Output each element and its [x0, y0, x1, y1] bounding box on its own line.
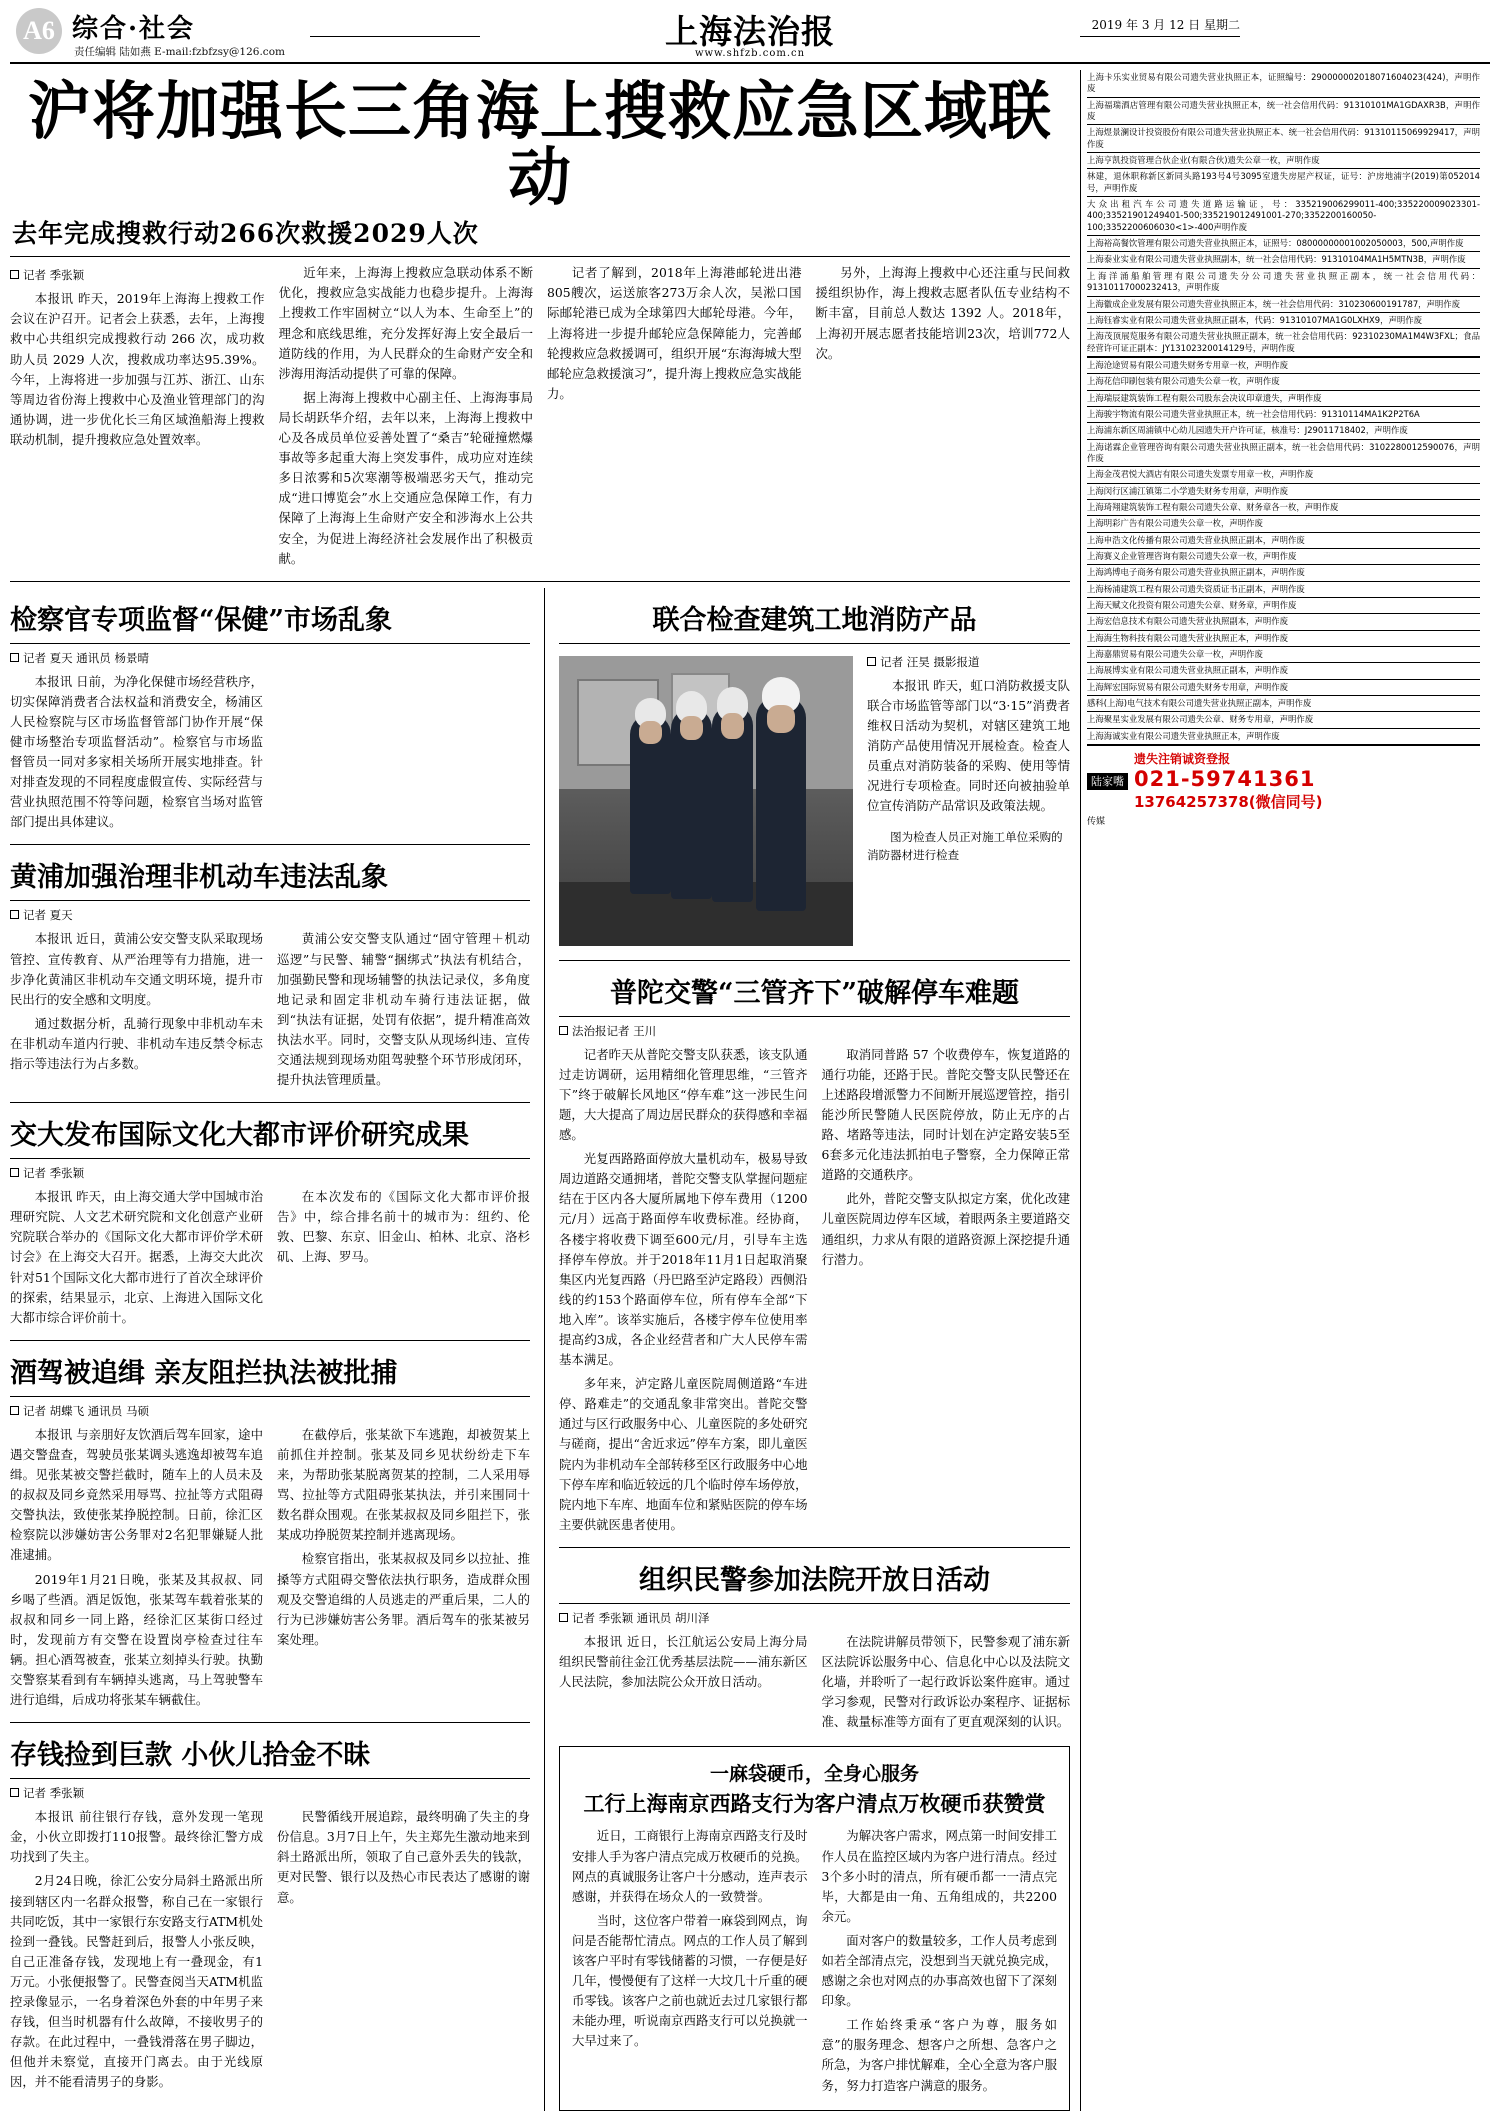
byline-marker [10, 1168, 19, 1177]
publication-date: 2019 年 3 月 12 日 星期二 [1091, 18, 1240, 32]
classified-ad: 上海天赋文化投资有限公司遗失公章、财务章，声明作废 [1087, 598, 1480, 614]
byline [10, 267, 265, 283]
article-title: 组织民警参加法院开放日活动 [639, 1564, 990, 1596]
byline-text: 记者 季张颖 [23, 268, 85, 283]
classified-ad: 感科(上海)电气技术有限公司遗失营业执照正副本，声明作废 [1087, 696, 1480, 712]
byline-marker [10, 1788, 19, 1797]
page-badge: A6 [16, 8, 62, 54]
classified-ad: 上海沧途贸易有限公司遗失财务专用章一枚，声明作废 [1087, 358, 1480, 374]
main-content [10, 70, 1070, 2111]
boxed-article-title-2: 工行上海南京西路支行为客户清点万枚硬币获赞赏 [583, 1791, 1046, 1817]
rule [10, 581, 1070, 582]
paragraph: 2019年1月21日晚，张某及其叔叔、同乡喝了些酒。酒足饭饱，张某驾车载着张某的叔叔和同乡一同上路，经徐汇区某街口经过时，发现前方有交警在设置岗亭检查过往车辆。担心酒驾被查，张某立刻掉头行驶。执勤交警察某看到有车辆掉头逃离，马上驾驶警车进行追缉，后成功将张某车辆截住。 [10, 1571, 263, 1708]
classified-ad: 上海明彩广告有限公司遗失公章一枚，声明作废 [1087, 516, 1480, 532]
article-title: 联合检查建筑工地消防产品 [652, 604, 977, 636]
paragraph: 本报讯 与亲朋好友饮酒后驾车回家，途中遇交警盘查，驾驶员张某调头逃逸却被驾车追缉。见张某被交警拦截时，随车上的人员未及的叔叔及同乡竟然采用辱骂、拉扯等方式阻碍交警执法，致使张某挣脱控制。日前，徐汇区检察院以涉嫌妨害公务罪对2名犯罪嫌疑人批准逮捕。 [10, 1426, 263, 1563]
rule [10, 844, 530, 845]
editor-line: 责任编辑 陆如燕 E-mail:fzbfzsy@126.com [74, 46, 285, 58]
classified-ad: 上海花信印刷包装有限公司遗失公章一枚，声明作废 [1087, 374, 1480, 390]
paragraph: 黄浦公安交警支队通过“固守管理＋机动巡逻”与民警、辅警“捆绑式”执法有机结合，加强勤民警和现场辅警的执法记录仪，多角度地记录和固定非机动车骑行违法证据，做到“执法有证据，处罚有依据”，提升精准高效执法水平。同时，交警支队从现场纠违、宣传交通法规到现场劝阻驾驶整个环节形成闭环，提升执法管理质量。 [277, 931, 530, 1088]
article-title: 普陀交警“三管齐下”破解停车难题 [609, 977, 1020, 1009]
classified-ad: 上海裕高餐饮管理有限公司遗失营业执照正本，证照号：08000000001002050003，500,声明作废 [1087, 236, 1480, 252]
ad-phone[interactable]: 021-59741361 [1134, 767, 1316, 792]
byline-marker [10, 910, 19, 919]
paragraph: 另外，上海海上搜救中心还注重与民间救援组织协作，海上搜救志愿者队伍专业结构不断丰富，目前总人数达 1392 人。2018年，上海初开展志愿者技能培训23次，培训772人次。 [815, 265, 1070, 361]
classified-ad: 上海泰业实业有限公司遗失营业执照副本，统一社会信用代码：91310104MA1H5MTN3B，声明作废 [1087, 252, 1480, 268]
classified-ad: 上海赛义企业管理咨询有限公司遗失公章一枚，声明作废 [1087, 549, 1480, 565]
ad-media-label: 传媒 [1087, 817, 1106, 828]
classified-ad: 上海辉宏国际贸易有限公司遗失财务专用章，声明作废 [1087, 680, 1480, 696]
byline [10, 907, 530, 923]
byline-marker [559, 1613, 568, 1622]
rule [10, 1778, 530, 1779]
classified-ad: 上海煜景澜设计投资股份有限公司遗失营业执照正本、统一社会信用代码：91310115069929417，声明作废 [1087, 125, 1480, 153]
paragraph: 本报讯 昨天，由上海交通大学中国城市治理研究院、人文艺术研究院和文化创意产业研究院联合举办的《国际文化大都市评价学术研讨会》在上海交大召开。据悉，上海交大此次针对51个国际文化大都市进行了首次全球评价的探索，结果显示，北京、上海进入国际文化大都市综合评价前十。 [10, 1189, 263, 1325]
paragraph: 本报讯 昨天，2019年上海海上搜救工作会议在沪召开。记者会上获悉，去年，上海搜救中心共组织完成搜救行动 266 次，成功救助人员 2029 人次，搜救成功率达95.39%。今年，上海将进一步加强与江苏、浙江、山东等周边省份海上搜救中心及渔业管理部门的沟通协调，进一步优化长三角区域渔船海上搜救联动机制，提升搜救应急处置效率。 [10, 291, 265, 447]
byline-text: 法治报记者 王川 [572, 1023, 657, 1038]
byline-marker [10, 1406, 19, 1415]
paragraph: 光复西路路面停放大量机动车，极易导致周边道路交通拥堵，普陀交警支队掌握问题症结在于区内各大厦所属地下停车费用（1200元/月）远高于路面停车收费标准。经协商，各楼宇将收费下调至600元/月，引导车主选择停车停放。并于2018年11月1日起取消聚集区内光复西路（丹巴路至泸定路段）西侧沿线的约153个路面停车位，所有停车全部“下地入库”。该举实施后，各楼宇停车位使用率提高约3成，各企业经营者和广大人民停车需基本满足。 [559, 1151, 808, 1368]
rule [559, 643, 1070, 644]
classified-ad: 上海嘉鼎贸易有限公司遗失公章一枚，声明作废 [1087, 647, 1480, 663]
byline-text: 记者 季张颖 [23, 1166, 85, 1181]
classified-ad: 上海钰睿实业有限公司遗失营业执照正副本，代码：91310107MA1G0LXHX9，声明作废 [1087, 313, 1480, 329]
classified-ad: 上海骏宇物流有限公司遗失营业执照正本，统一社会信用代码：91310114MA1K2P2T6A [1087, 407, 1480, 423]
masthead-rule-left [310, 36, 480, 37]
classified-ad: 上海金茂君悦大酒店有限公司遗失发票专用章一枚，声明作废 [1087, 467, 1480, 483]
top-story-col-2 [279, 263, 534, 572]
article-title: 酒驾被追缉 亲友阻拦执法被批捕 [10, 1357, 398, 1389]
classified-ad: 上海洋涌船舶管理有限公司遗失分公司遗失营业执照正副本，统一社会信用代码：91310117000232413，声明作废 [1087, 269, 1480, 297]
paragraph: 多年来，泸定路儿童医院周侧道路“车进停、路难走”的交通乱象非常突出。普陀交警通过与区行政服务中心、儿童医院的多处研究与磋商，提出“舍近求远”停车方案，即儿童医院内为非机动车全部转移至区行政服务中心地下停车库和临近较远的几个临时停车场停放，院内地下车库、地面车位和紧贴医院的停车场主要供就医患者使用。 [559, 1376, 808, 1532]
paragraph: 记者昨天从普陀交警支队获悉，该支队通过走访调研，运用精细化管理思维，“三管齐下”终于破解长风地区“停车难”这一涉民生问题，大大提高了周边居民群众的获得感和幸福感。 [559, 1046, 808, 1143]
paper-name: 上海法治报 [665, 12, 835, 51]
boxed-article [559, 1746, 1070, 2110]
paragraph: 在本次发布的《国际文化大都市评价报告》中，综合排名前十的城市为：纽约、伦敦、巴黎、东京、旧金山、柏林、北京、洛杉矶、上海、罗马。 [277, 1189, 530, 1265]
paragraph: 本报讯 近日，黄浦公安交警支队采取现场管控、宣传教育、从严治理等有力措施，进一步净化黄浦区非机动车交通文明环境，提升市民出行的安全感和文明度。 [10, 931, 263, 1007]
paragraph: 本报讯 前往银行存钱，意外发现一笔现金，小伙立即拨打110报警。最终徐汇警方成功找到了失主。 [10, 1809, 263, 1865]
photo-caption: 图为检查人员正对施工单位采购的消防器材进行检查 [867, 829, 1063, 863]
middle-column-stack [544, 588, 1070, 2111]
paragraph: 近日，工商银行上海南京西路支行及时安排人手为客户清点完成万枚硬币的兑换。网点的真诚服务让客户十分感动，连声表示感谢，并获得在场众人的一致赞誉。 [572, 1828, 808, 1904]
byline [10, 1403, 530, 1419]
rule [10, 1340, 530, 1341]
classified-ad: 上海聚星实业发展有限公司遗失公章、财务专用章，声明作废 [1087, 712, 1480, 728]
paragraph: 民警循线开展追踪，最终明确了失主的身份信息。3月7日上午，失主郑先生激动地来到斜土路派出所，领取了自己意外丢失的钱款，更对民警、银行以及热心市民表达了感谢的谢意。 [277, 1809, 530, 1905]
rule [10, 1102, 530, 1103]
article-title: 交大发布国际文化大都市评价研究成果 [10, 1120, 469, 1152]
top-story-columns [10, 263, 1070, 572]
ad-contact-footer[interactable] [1087, 750, 1480, 812]
classified-ad: 上海申浩文化传播有限公司遗失营业执照正副本，声明作废 [1087, 533, 1480, 549]
top-story-col-1 [10, 263, 265, 572]
classified-ads-column [1080, 70, 1480, 2111]
byline [10, 1785, 530, 1801]
masthead-rule-right [1080, 36, 1240, 37]
top-story-col-3 [547, 263, 802, 572]
byline-marker [10, 653, 19, 662]
byline-marker [559, 1026, 568, 1035]
ad-agency-name: 陆家嘴 [1087, 773, 1128, 790]
classified-ad: 上海宏信息技术有限公司遗失营业执照副本，声明作废 [1087, 614, 1480, 630]
article-title: 存钱捡到巨款 小伙儿拾金不昧 [10, 1740, 371, 1772]
byline-text: 记者 汪昊 摄影报道 [880, 654, 980, 669]
paragraph: 取消同普路 57 个收费停车，恢复道路的通行功能，还路于民。普陀交警支队民警还在上述路段增派警力不间断开展巡逻管控，指引能沙所民警随人民医院停放，防止无序的占路、堵路等违法，同时计划在泸定路安装5至6套多元化违法抓拍电子警察，全力保障正常道路的交通秩序。 [821, 1046, 1070, 1183]
classified-ad: 上海亨凯投资管理合伙企业(有限合伙)遗失公章一枚，声明作废 [1087, 153, 1480, 169]
paragraph: 通过数据分析，乱骑行现象中非机动车未在非机动车道内行驶、非机动车违反禁令标志指示等违法行为占多数。 [10, 1015, 263, 1071]
paragraph: 检察官指出，张某叔叔及同乡以拉扯、推搡等方式阻碍交警依法执行职务，造成群众围观及交警追缉的人员逃走的严重后果，二人的行为已涉嫌妨害公务罪。酒后驾车的张某被另案处理。 [277, 1551, 530, 1647]
rule [10, 1158, 530, 1159]
classified-ad: 林建，退休职称新区新同头路193号4号3095室遗失房屋产权证，证号：沪房地浦字(2019)第052014号，声明作废 [1087, 169, 1480, 197]
ad-mobile[interactable]: 13764257378(微信同号) [1134, 793, 1323, 812]
news-photo [559, 656, 853, 946]
section-title: 综合·社会 [72, 14, 196, 44]
paragraph: 近年来，上海海上搜救应急联动体系不断优化，搜救应急实战能力也稳步提升。上海海上搜救工作牢固树立“以人为本、生命至上”的理念和底线思维，充分发挥好海上安全最后一道防线的作用，为人民群众的生命财产安全和涉海用海活动提供了可靠的保障。 [278, 265, 533, 381]
classified-ad: 上海杨浦建筑工程有限公司遗失资质证书正副本，声明作废 [1087, 582, 1480, 598]
classified-ad: 上海诺霖企业管理咨询有限公司遗失营业执照正副本，统一社会信用代码：3102280012590076，声明作废 [1087, 440, 1480, 468]
masthead [10, 6, 1490, 64]
paragraph: 面对客户的数量较多，工作人员考虑到如若全部清点完，没想到当天就兑换完成，感谢之余也对网点的办事高效也留下了深刻印象。 [821, 1932, 1057, 2009]
byline [10, 650, 530, 666]
paper-url: www.shfzb.com.cn [694, 48, 806, 59]
rule [10, 1722, 530, 1723]
classified-ad: 上海卡乐实业贸易有限公司遗失营业执照正本，证照编号：290000002018071604023(424)，声明作废 [1087, 70, 1480, 98]
rule [559, 1016, 1070, 1017]
classified-ad: 大众出租汽车公司遗失道路运输证，号：335219006299011-400;335220009023301-400;33521901249401-500;335219012491001-270;3352200160050-100;3352200606030<1>-400声明作废 [1087, 197, 1480, 236]
rule [10, 643, 530, 644]
byline-text: 记者 季张颖 [23, 1786, 85, 1801]
paragraph: 本报讯 日前，为净化保健市场经营秩序，切实保障消费者合法权益和消费安全，杨浦区人民检察院与区市场监督管部门协作开展“保健市场整治专项监督活动”。检察官与市场监督管员一同对多家相关场所开展实地排查。针对排查发现的不同程度虚假宣传、实际经营与营业执照范围不符等问题，检察官当场对监管部门提出具体建议。 [10, 673, 263, 830]
article-title: 黄浦加强治理非机动车违法乱象 [10, 862, 388, 894]
rule [10, 256, 1070, 257]
rule [559, 1547, 1070, 1548]
paragraph: 为解决客户需求，网点第一时间安排工作人员在监控区域内为客户进行清点。经过3个多小时的清点，所有硬币都一一清点完毕，大都是由一角、五角组成的，共2200余元。 [821, 1828, 1057, 1924]
byline [867, 654, 1070, 670]
byline-text: 记者 夏天 通讯员 杨景晴 [23, 650, 149, 665]
classified-ad: 上海琦翔建筑装饰工程有限公司遗失公章、财务章各一枚，声明作废 [1087, 500, 1480, 516]
classified-ad: 上海海诚实业有限公司遗失营业执照正本，声明作废 [1087, 729, 1480, 746]
classified-ad: 上海海生物科技有限公司遗失营业执照正本，声明作废 [1087, 631, 1480, 647]
classified-ad: 上海瑞辰建筑装饰工程有限公司股东会决议印章遗失，声明作废 [1087, 391, 1480, 407]
byline [559, 1023, 1070, 1039]
paragraph: 在截停后，张某欲下车逃跑，却被贺某上前抓住并控制。张某及同乡见状纷纷走下车来，为帮助张某脱离贺某的控制，二人采用辱骂、拉扯等方式阻碍张某执法，并引来围同十数名群众围观。在张某叔叔及同乡阻拦下，张某成功挣脱贺某控制并逃离现场。 [277, 1426, 530, 1543]
classified-ad: 上海闵行区浦江镇第二小学遗失财务专用章，声明作废 [1087, 484, 1480, 500]
classified-ad: 上海浦东新区周浦镇中心幼儿园遗失开户许可证，核准号：J29011718402，声明作废 [1087, 423, 1480, 439]
byline-marker [10, 270, 19, 279]
classified-ad: 上海徽成企业发展有限公司遗失营业执照正本，统一社会信用代码：310230600191787，声明作废 [1087, 297, 1480, 313]
paragraph: 当时，这位客户带着一麻袋到网点，询问是否能帮忙清点。网点的工作人员了解到该客户平时有零钱储蓄的习惯，一存便是好几年，慢慢便有了这样一大坟几十斤重的硬币零钱。该客户之前也就近去过几家银行都未能办理，听说南京西路支行可以兑换就一大早过来了。 [572, 1912, 808, 2049]
classified-ad: 上海鸿博电子商务有限公司遗失营业执照正副本，声明作废 [1087, 565, 1480, 581]
byline-marker [867, 657, 876, 666]
ad-service-label: 遗失注销诚资登报 [1134, 752, 1231, 767]
paragraph: 本报讯 昨天，虹口消防救援支队联合市场监管等部门以“3·15”消费者维权日活动为契机，对辖区建筑工地消防产品使用情况开展检查。检查人员重点对消防装备的采购、使用等情况进行专项检查。同时还向被抽验单位宣传消防产品常识及政策法规。 [867, 677, 1070, 814]
boxed-article-title-1: 一麻袋硬币，全身心服务 [709, 1763, 919, 1786]
left-column-stack [10, 588, 530, 2111]
paragraph: 在法院讲解员带领下，民警参观了浦东新区法院诉讼服务中心、信息化中心以及法院文化墙，并聆听了一起行政诉讼案件庭审。通过学习参观，民警对行政诉讼办案程序、证据标准、裁量标准等方面有了更直观深刻的认识。 [821, 1633, 1070, 1730]
rule [10, 1396, 530, 1397]
paragraph: 据上海海上搜救中心副主任、上海海事局局长胡跃华介绍，去年以来，上海海上搜救中心及各成员单位妥善处置了“桑吉”轮碰撞燃爆事故等多起重大海上突发事件，成功应对连续多日浓雾和5次寒潮等极端恶劣天气，推动完成“进口博览会”水上交通应急保障工作，有力保障了上海海上生命财产安全和涉海水上公共安全，为促进上海经济社会发展作出了积极贡献。 [278, 389, 533, 566]
classified-ad: 上海福瑞酒店管理有限公司遗失营业执照正本，统一社会信用代码：91310101MA1GDAXR3B，声明作废 [1087, 98, 1480, 126]
rule [559, 960, 1070, 961]
paragraph: 本报讯 近日，长江航运公安局上海分局组织民警前往金江优秀基层法院——浦东新区人民法院，参加法院公众开放日活动。 [559, 1633, 808, 1690]
byline-text: 记者 胡蝶飞 通讯员 马硕 [23, 1403, 149, 1418]
top-headline: 沪将加强长三角海上搜救应急区域联动 [28, 74, 1052, 215]
top-story-col-4 [816, 263, 1071, 572]
byline-text: 记者 季张颖 通讯员 胡川泽 [572, 1610, 710, 1625]
byline [559, 1610, 1070, 1626]
paragraph: 工作始终秉承“客户为尊，服务如意”的服务理念、想客户之所想、急客户之所急，为客户排忧解难，全心全意为客户服务，努力打造客户满意的服务。 [821, 2017, 1057, 2093]
byline-text: 记者 夏天 [23, 908, 73, 923]
classified-ad: 上海茂顶展览服务有限公司遗失营业执照正副本，统一社会信用代码：92310230MA1M4W3FXL；食品经营许可证正副本：JY13102320014129号，声明作废 [1087, 329, 1480, 358]
rule [559, 1603, 1070, 1604]
classified-ad: 上海展博实业有限公司遗失营业执照正副本，声明作废 [1087, 663, 1480, 679]
rule [10, 900, 530, 901]
byline [10, 1165, 530, 1181]
paragraph: 此外，普陀交警支队拟定方案，优化改建儿童医院周边停车区域，着眼两条主要道路交通组织，力求从有限的道路资源上深挖提升通行潜力。 [821, 1191, 1070, 1267]
paragraph: 记者了解到，2018年上海港邮轮进出港805艘次，运送旅客273万余人次，吴淞口国际邮轮港已成为全球第四大邮轮母港。今年，上海将进一步提升邮轮应急保障能力，完善邮轮搜救应急救援调可，组织开展“东海海城大型邮轮应急救援演习”，提升海上搜救应急实战能力。 [547, 265, 802, 401]
top-subheadline: 去年完成搜救行动266次救援2029人次 [12, 219, 479, 249]
article-title: 检察官专项监督“保健”市场乱象 [10, 604, 393, 636]
paragraph: 2月24日晚，徐汇公安分局斜土路派出所接到辖区内一名群众报警，称自己在一家银行共同吃饭，其中一家银行东安路支行ATM机处捡到一叠钱。民警赶到后，报警人小张反映，自己正准备存钱，发现地上有一叠现金，有1万元。小张便报警了。民警查阅当天ATM机监控录像显示，一名身着深色外套的中年男子来存钱，但当时机器有什么故障，不接收男子的存款。在此过程中，一叠钱滑落在男子脚边，但他并未察觉，直接开门离去。由于光线原因，并不能看清男子的身影。 [10, 1873, 263, 2090]
